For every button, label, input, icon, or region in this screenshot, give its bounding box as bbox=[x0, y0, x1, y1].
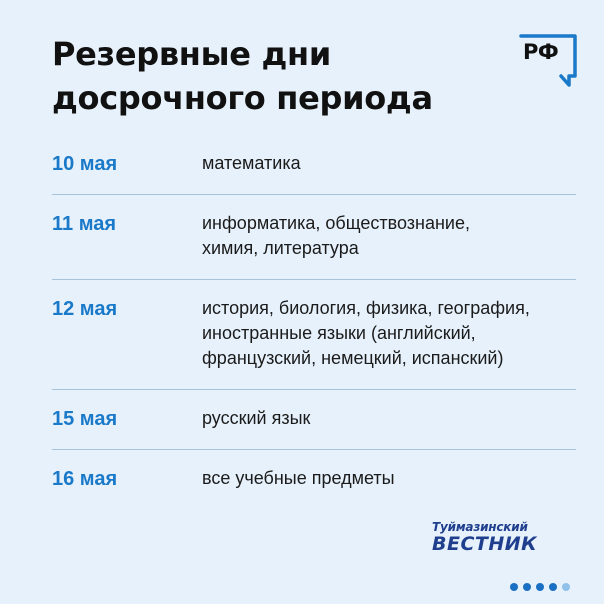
logo-text: РФ bbox=[523, 40, 559, 64]
brand-logo bbox=[432, 520, 562, 554]
pagination-dot[interactable] bbox=[510, 583, 518, 591]
subject-line: русский язык bbox=[202, 408, 311, 428]
subject-line: химия, литература bbox=[202, 238, 359, 258]
subject-line: иностранные языки (английский, bbox=[202, 323, 476, 343]
schedule-subjects bbox=[202, 151, 576, 176]
schedule-row-2 bbox=[52, 280, 576, 390]
page-title bbox=[52, 32, 433, 120]
brand-line-1: Туймазинский bbox=[432, 520, 528, 534]
schedule-list bbox=[52, 135, 576, 509]
schedule-date: 12 мая bbox=[52, 298, 118, 320]
schedule-row-3 bbox=[52, 390, 576, 450]
title-line-1: Резервные дни bbox=[52, 35, 331, 73]
rf-logo bbox=[519, 34, 579, 88]
subject-line: все учебные предметы bbox=[202, 468, 395, 488]
brand-line-2: ВЕСТНИК bbox=[432, 533, 538, 555]
pagination-dot-active[interactable] bbox=[562, 583, 570, 591]
schedule-date: 15 мая bbox=[52, 408, 118, 430]
schedule-row-1 bbox=[52, 195, 576, 280]
pagination-dots bbox=[510, 583, 570, 591]
pagination-dot[interactable] bbox=[536, 583, 544, 591]
schedule-subjects bbox=[202, 211, 576, 261]
subject-line: математика bbox=[202, 153, 301, 173]
schedule-date: 11 мая bbox=[52, 213, 117, 235]
title-line-2: досрочного периода bbox=[52, 79, 433, 117]
schedule-row-0 bbox=[52, 135, 576, 195]
schedule-row-4 bbox=[52, 450, 576, 509]
subject-line: информатика, обществознание, bbox=[202, 213, 470, 233]
schedule-subjects bbox=[202, 296, 576, 371]
pagination-dot[interactable] bbox=[523, 583, 531, 591]
subject-line: французский, немецкий, испанский) bbox=[202, 348, 504, 368]
schedule-subjects bbox=[202, 466, 576, 491]
schedule-date: 10 мая bbox=[52, 153, 118, 175]
subject-line: история, биология, физика, география, bbox=[202, 298, 530, 318]
schedule-subjects bbox=[202, 406, 576, 431]
pagination-dot[interactable] bbox=[549, 583, 557, 591]
schedule-date: 16 мая bbox=[52, 468, 118, 490]
